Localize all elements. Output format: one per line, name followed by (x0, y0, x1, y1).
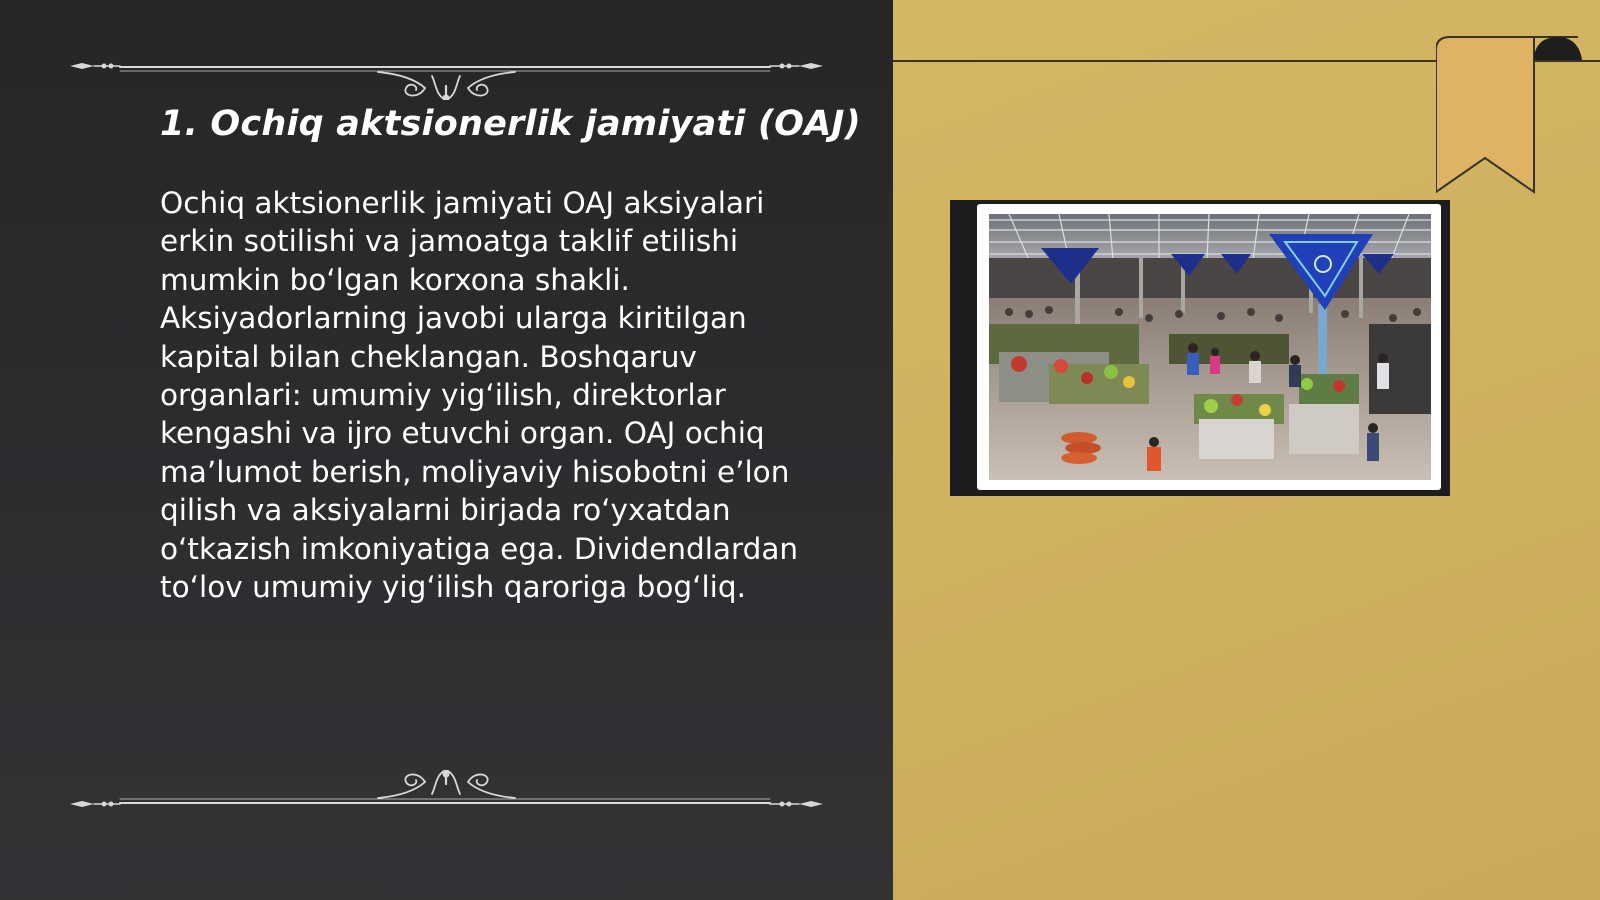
photo-frame (950, 200, 1450, 496)
photo-card (977, 204, 1441, 490)
covered-market-photo (989, 214, 1431, 480)
bookmark-ribbon-icon (1436, 34, 1586, 200)
slide-title: 1. Ochiq aktsionerlik jamiyati (OAJ) (160, 104, 861, 144)
slide-body-text: Ochiq aktsionerlik jamiyati OAJ aksiyalari erkin sotilishi va jamoatga taklif etilishi mumkin bo‘lgan korxona shakli. Aksiyadorlarning javobi ularga kiritilgan kapital bilan cheklangan. Boshqaruv organlari: umumiy yig‘ilish, direktorlar kengashi va ijro etuvchi organ. OAJ ochiq ma’lumot berish, moliyaviy hisobotni e’lon qilish va aksiyalarni birjada ro‘yxatdan o‘tkazish imkoniyatiga ega. Dividendlardan to‘lov umumiy yig‘ilish qaroriga bog‘liq. (160, 186, 799, 605)
ornamental-divider-top-icon (0, 40, 893, 100)
ornamental-divider-bottom-icon (0, 770, 893, 830)
